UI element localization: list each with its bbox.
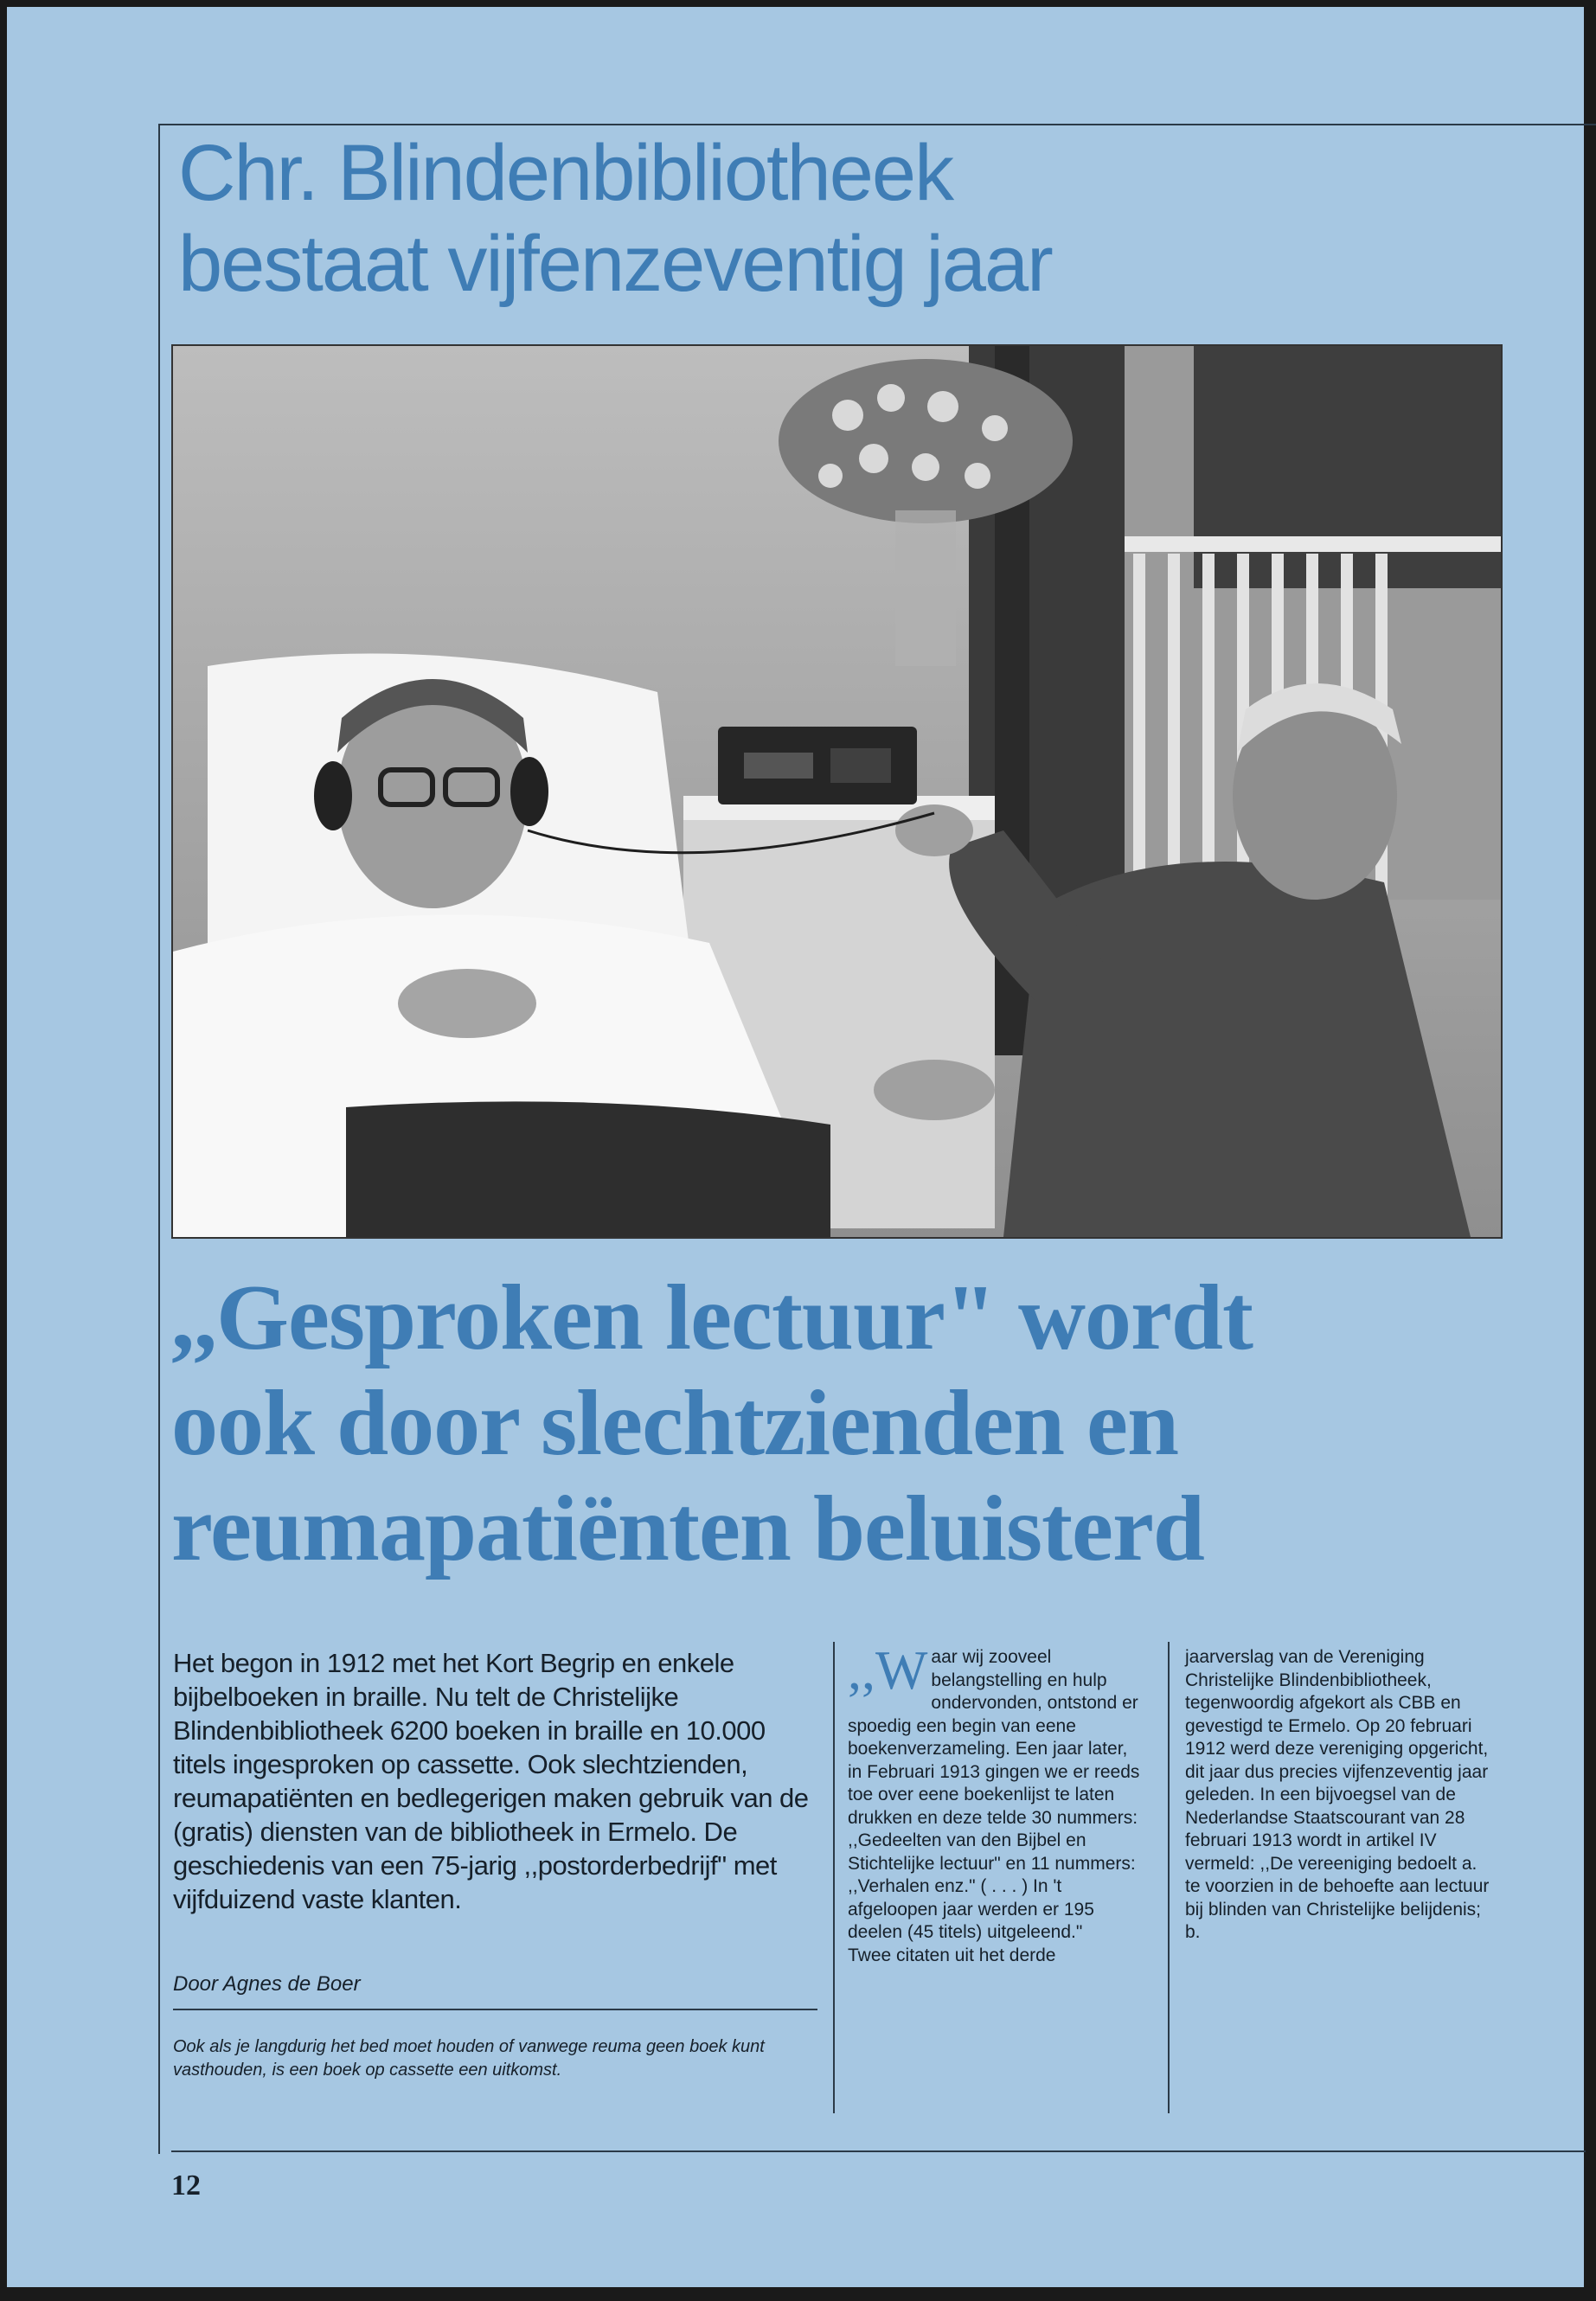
column-divider-1 xyxy=(833,1642,835,2113)
page-number: 12 xyxy=(171,2170,201,2202)
article-kicker xyxy=(178,128,1389,310)
kicker-line-2: bestaat vijfenzeventig jaar xyxy=(178,220,1052,308)
byline: Door Agnes de Boer xyxy=(173,1972,817,2010)
photo-caption: Ook als je langdurig het bed moet houden of vanwege reuma geen boek kunt vasthouden, is een boek op cassette een uitkomst. xyxy=(173,2037,765,2080)
photo-scene-icon xyxy=(173,346,1501,1237)
headline-line-1: ,,Gesproken lectuur" wordt xyxy=(171,1266,1253,1369)
body-column-right: jaarverslag van de Vereniging Christelijke Blindenbibliotheek, tegenwoordig afgekort als CBB en gevestigd te Ermelo. Op 20 februari 1912 werd deze vereniging opgericht, dit jaar dus precies vijfenzeventig jaar geleden. In een bijvoegsel van de Nederlandse Staatscourant van 28 februari 1913 wordt in artikel IV vermeld: ,,De vereeniging bedoelt a. te voorzien in de behoefte aan lectuur bij blinden van Christelijke belijdenis; b. xyxy=(1185,1647,1490,1942)
middle-column-text: aar wij zooveel belangstelling en hulp ondervonden, ontstond er spoedig een begin van eene boekenverzameling. Een jaar later, in Februari 1913 gingen we er reeds toe over eene boekenlijst te laten drukken en deze telde 30 nummers: ,,Gedeelten van den Bijbel en Stichtelijke lectuur" en 11 nummers: ,,Verhalen enz." ( . . . ) In 't afgeloopen jaar werden er 195 deelen (45 titels) uitgeleend." xyxy=(848,1647,1140,1942)
kicker-line-1: Chr. Blindenbibliotheek xyxy=(178,129,953,217)
column-divider-2 xyxy=(1168,1642,1170,2113)
headline-line-3: reumapatiënten beluisterd xyxy=(171,1477,1204,1580)
bottom-rule xyxy=(171,2150,1586,2152)
article-photo xyxy=(171,344,1503,1239)
intro-paragraph: Het begon in 1912 met het Kort Begrip en enkele bijbelboeken in braille. Nu telt de Christelijke Blindenbibliotheek 6200 boeken in braille en 10.000 titels ingesproken op cassette. Ook slechtzienden, reumapatiënten en bedlegerigen maken gebruik van de (gratis) diensten van de bibliotheek in Ermelo. De geschiedenis van een 75-jarig ,,postorderbedrijf" met vijfduizend vaste klanten. xyxy=(173,1648,809,1914)
body-column-middle xyxy=(848,1639,1142,1967)
drop-cap: ,,W xyxy=(848,1639,928,1701)
article-headline xyxy=(171,1266,1521,1582)
headline-line-2: ook door slechtzienden en xyxy=(171,1372,1179,1475)
middle-column-continuation: Twee citaten uit het derde xyxy=(848,1945,1056,1965)
magazine-page xyxy=(7,7,1584,2287)
